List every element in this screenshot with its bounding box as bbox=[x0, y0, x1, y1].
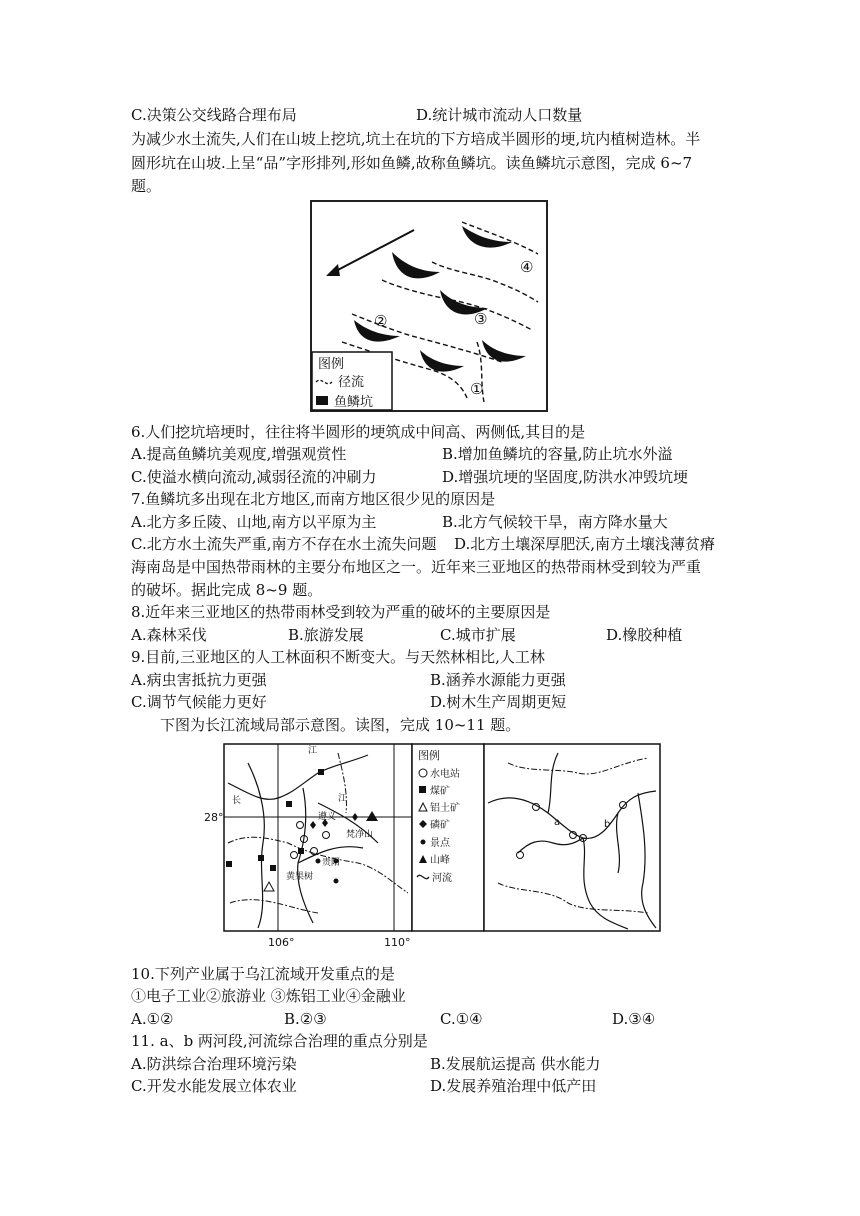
q6-option-a: A.提高鱼鳞坑美观度,增强观赏性 bbox=[131, 445, 347, 463]
intro-8-9-line2: 的破坏。据此完成 8~9 题。 bbox=[131, 581, 323, 599]
q11-stem: 11. a、b 两河段,河流综合治理的重点分别是 bbox=[131, 1032, 428, 1050]
label-chang: 长 bbox=[232, 796, 242, 806]
fish-scale-pit-figure bbox=[310, 200, 548, 412]
legend-peak-label: 山峰 bbox=[430, 855, 450, 866]
q7-option-a: A.北方多丘陵、山地,南方以平原为主 bbox=[131, 513, 377, 531]
q8-stem: 8.近年来三亚地区的热带雨林受到较为严重的破坏的主要原因是 bbox=[131, 603, 551, 621]
q11-option-a: A.防洪综合治理环境污染 bbox=[131, 1055, 297, 1073]
label-guiyang: 贵阳 bbox=[322, 858, 341, 868]
label-zunyi: 遵义 bbox=[318, 812, 337, 822]
q7-stem: 7.鱼鳞坑多出现在北方地区,而南方地区很少见的原因是 bbox=[131, 490, 496, 508]
q6-option-b: B.增加鱼鳞坑的容量,防止坑水外溢 bbox=[442, 445, 673, 463]
legend-bauxite-label: 铝土矿 bbox=[430, 803, 460, 814]
q10-stem: 10.下列产业属于乌江流域开发重点的是 bbox=[131, 965, 395, 983]
q9-option-c: C.调节气候能力更好 bbox=[131, 693, 267, 711]
label-jiang-top: 江 bbox=[308, 746, 318, 756]
yangtze-map-figure bbox=[204, 743, 662, 949]
yangtze-map bbox=[204, 743, 662, 953]
q11-option-b: B.发展航运提高 供水能力 bbox=[430, 1055, 601, 1073]
legend-river-label: 河流 bbox=[432, 873, 452, 884]
label-jiang-right: 江 bbox=[338, 794, 348, 804]
intro-6-7-line2: 圆形坑在山坡.上呈“品”字形排列,形如鱼鳞,故称鱼鳞坑。读鱼鳞坑示意图，完成 6~7 bbox=[131, 154, 693, 172]
slope-arrow-head bbox=[326, 264, 340, 276]
legend-scenic-label: 景点 bbox=[430, 838, 450, 849]
lon-label-106: 106° bbox=[268, 936, 295, 949]
intro-6-7-line3: 题。 bbox=[131, 177, 162, 195]
river-label-b: b bbox=[604, 819, 611, 830]
q9-option-b: B.涵养水源能力更强 bbox=[430, 671, 566, 689]
legend-scenic-icon bbox=[421, 840, 426, 845]
lon-label-110: 110° bbox=[384, 936, 411, 949]
option-c-prev: C.决策公交线路合理布局 bbox=[131, 106, 297, 124]
q9-option-a: A.病虫害抵抗力更强 bbox=[131, 671, 267, 689]
river-label-a: a bbox=[554, 817, 561, 828]
q9-option-d: D.树木生产周期更短 bbox=[430, 693, 567, 711]
q10-option-b: B.②③ bbox=[284, 1010, 327, 1028]
legend-runoff-label: 径流 bbox=[338, 375, 365, 390]
lat-label-28: 28° bbox=[204, 811, 224, 824]
intro-10-11: 下图为长江流域局部示意图。读图，完成 10~11 题。 bbox=[160, 716, 521, 734]
q10-statements: ①电子工业②旅游业 ③炼铝工业④金融业 bbox=[131, 987, 406, 1005]
legend-title: 图例 bbox=[318, 357, 345, 372]
fish-scale-pit-diagram bbox=[312, 202, 546, 410]
q9-stem: 9.目前,三亚地区的人工林面积不断变大。与天然林相比,人工林 bbox=[131, 648, 545, 666]
marker-4: ④ bbox=[520, 258, 534, 276]
marker-1: ① bbox=[470, 380, 484, 398]
intro-6-7-line1: 为减少水土流失,人们在山坡上挖坑,坑土在坑的下方培成半圆形的埂,坑内植树造林。半 bbox=[131, 130, 701, 148]
intro-8-9-line1: 海南岛是中国热带雨林的主要分布地区之一。近年来三亚地区的热带雨林受到较为严重 bbox=[131, 558, 702, 576]
legend-pit-symbol bbox=[316, 396, 328, 405]
legend-phosphate-label: 磷矿 bbox=[430, 820, 450, 831]
legend-coal-label: 煤矿 bbox=[430, 786, 450, 797]
q7-option-b: B.北方气候较干旱，南方降水量大 bbox=[442, 513, 668, 531]
option-d-prev: D.统计城市流动人口数量 bbox=[416, 106, 583, 124]
legend-hydropower-label: 水电站 bbox=[430, 769, 460, 780]
label-huangguoshu: 黄果树 bbox=[286, 872, 314, 882]
q8-option-a: A.森林采伐 bbox=[131, 626, 207, 644]
q6-option-d: D.增强坑埂的坚固度,防洪水冲毁坑埂 bbox=[442, 468, 689, 486]
q11-option-c: C.开发水能发展立体农业 bbox=[131, 1077, 297, 1095]
q8-option-c: C.城市扩展 bbox=[440, 626, 516, 644]
q8-option-d: D.橡胶种植 bbox=[606, 626, 683, 644]
q11-option-d: D.发展养殖治理中低产田 bbox=[430, 1077, 597, 1095]
q7-option-c: C.北方水土流失严重,南方不存在水土流失问题 bbox=[131, 535, 437, 553]
q6-option-c: C.使溢水横向流动,减弱径流的冲刷力 bbox=[131, 468, 377, 486]
q10-option-a: A.①② bbox=[131, 1010, 174, 1028]
q10-option-c: C.①④ bbox=[440, 1010, 483, 1028]
q10-option-d: D.③④ bbox=[612, 1010, 656, 1028]
marker-3: ③ bbox=[474, 310, 488, 328]
q7-option-d: D.北方土壤深厚肥沃,南方土壤浅薄贫瘠 bbox=[454, 535, 716, 553]
marker-2: ② bbox=[374, 312, 388, 330]
label-fanjingshan: 梵净山 bbox=[346, 830, 374, 840]
q6-stem: 6.人们挖坑培埂时，往往将半圆形的埂筑成中间高、两侧低,其目的是 bbox=[131, 423, 586, 441]
legend-coal-icon bbox=[419, 786, 426, 793]
q8-option-b: B.旅游发展 bbox=[288, 626, 364, 644]
legend-pit-label: 鱼鳞坑 bbox=[334, 395, 374, 410]
map-legend-title: 图例 bbox=[418, 749, 440, 762]
